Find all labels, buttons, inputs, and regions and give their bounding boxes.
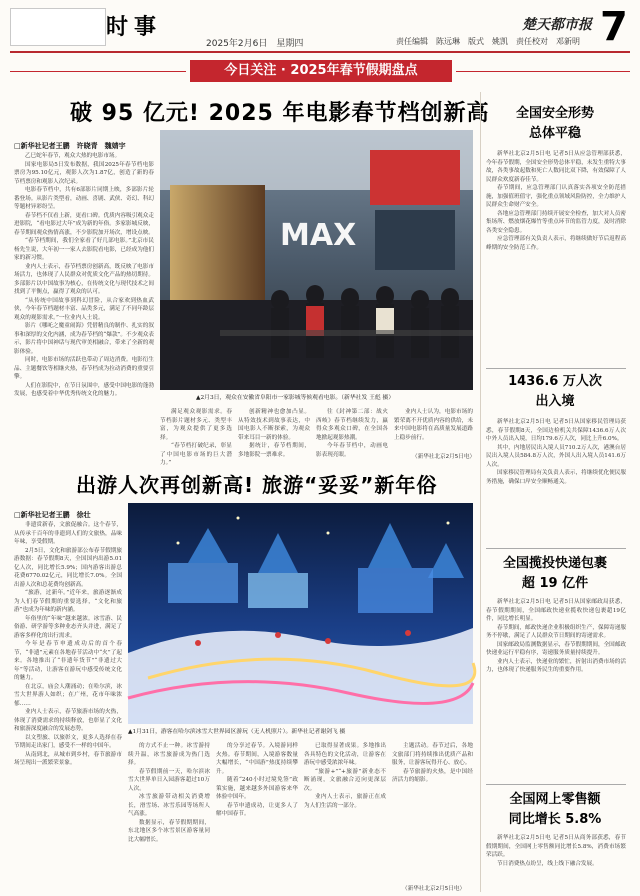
- masthead: [0, 0, 640, 52]
- article2-col1: 非遗赏新春，文旅促融合。这个春节，从传承千百年的非遗到人们的文旅热，品味年味，享受假期。 2月5日，文化和旅游部公布春节假期旅游数据：春节假期8天，全国国内出游5.01亿人次，同比增长5.9%；国内游客出游总花费6770.02亿元，同比增长7.0%。全国出游人次和总花费均创新高。 “旅游，过新年。”近年来，旅游逐渐成为人们春节假期的重要选择，“文化和旅游”也成为年味的新内涵。 年俗里的“年味”越来越浓。冰雪游、民俗游、研学游等多种业态齐头并进，满足了游客多样化的出行需求。 今年是春节申遗成功后的首个春节，“非遗”元素在各地春节活动中“火”了起来。各地推出了“非遗年货节”“非遗过大年”等活动，让游客在游玩中感受传统文化的魅力。 在北京，庙会人潮涌动；在哈尔滨，冰雪大世界游人如织；在广州，花市年味浓郁…… 业内人士表示，春节旅游市场的火热，体现了消费需求的持续释放，也彰显了文化和旅游深度融合的发展态势。 以文塑旅、以旅彰文，更多人选择在春节期间走出家门，感受不一样的中国年。 从南到北，从城市到乡村，春节旅游市场呈现出一派繁荣景象。: [14, 522, 122, 766]
- article2-byline: □新华社记者王鹏 徐壮: [14, 511, 91, 519]
- ice-festival-image: [128, 503, 473, 724]
- article1-col5: 业内人士认为，电影市场的繁荣离不开优质内容的供给，未来中国电影将在高质量发展道路上稳步前行。: [394, 409, 473, 441]
- paper-logo: 楚天都市报: [522, 17, 592, 33]
- article1-col2: 满足观众观影需求。春节档影片题材多元、类型丰富，为观众提供了更多选择。 “春节档打破纪录，彰显了中国电影市场的巨大潜力。”: [160, 409, 232, 466]
- article2-col5: 主题活动。春节过后，各地文旅部门将持续推出优质产品和服务，让游客玩得开心、放心。 春节旅游的火热，是中国经济活力的缩影。: [392, 743, 473, 783]
- editor-credits: 责任编辑 陈远琳 版式 姚凯 责任校对 邓新明: [396, 37, 580, 46]
- section-box: [10, 8, 106, 46]
- right-article-parcels: 新华社北京2月5日电 记者5日从国家邮政局获悉，春节假期期间，全国邮政快递业揽收快递包裹超19亿件，同比增长明显。 春节期间，邮政快递企业积极组织生产，保障寄递服务不停歇，满足了人民群众节日期间的寄递需求。 国家邮政局监测数据显示，春节假期期间，全国邮政快递业运行平稳有序，寄递服务质量持续提升。 业内人士表示，快递业的繁忙，折射出消费市场的活力，也体现了快递服务民生的重要作用。: [486, 599, 626, 673]
- article2-col3: 的分享过春节。入境游同样火热。春节期间，入境游客数量大幅增长，“中国游”热度持续攀升。 随着“240小时过境免签”政策实施，越来越多外国游客来华体验中国年。 春节申遗成功，让更多人了解中国春节。: [216, 743, 298, 817]
- issue-date: 2025年2月6日 星期四: [206, 39, 304, 49]
- topic-banner: 今日关注 · 2025年春节假期盘点: [190, 60, 452, 82]
- article2-col2: 的方式不止一种。冰雪游持续升温，冰雪旅游成为热门选择。 春节假期前一天，哈尔滨冰雪大世界单日入园游客超过10万人次。 冰雪旅游带动相关消费增长，滑雪场、冰雪乐园等场所人气高涨。 数据显示，春节假期期间，东北地区多个冰雪景区游客量同比大幅增长。: [128, 743, 210, 843]
- article2-col4: 已取得显著成果。多地推出各具特色的文化活动，让游客在游玩中感受浓浓年味。 “旅游+”“+旅游”新业态不断涌现，文旅融合迈向更深层次。 业内人士表示，旅游正在成为人们生活的一部分。: [304, 743, 386, 809]
- right-headline-safety: 全国安全形势 总体平稳: [515, 106, 594, 141]
- article1-headline: 破 95 亿元! 2025 年电影春节档创新高: [70, 101, 490, 126]
- article2-headline: 出游人次再创新高! 旅游“妥妥”新年俗: [76, 473, 438, 497]
- banner-line-left: [10, 71, 186, 72]
- article2-photo-caption: ▲1月31日，游客在哈尔滨冰雪大世界园区游玩（无人机照片）。新华社记者谢剑飞 摄: [128, 729, 346, 735]
- article1-col4: 往《封神第二部：战火西岐》春节档继续发力，赢得众多观众口碑，在全国各地掀起观影热潮。 今年春节档中，动画电影表现亮眼。: [316, 409, 388, 458]
- right-article-retail: 新华社北京2月5日电 记者5日从商务部获悉，春节假期期间，全国网上零售额同比增长5.8%，消费市场繁荣活跃。 节日消费热点纷呈，线上线下融合发展。: [486, 835, 626, 867]
- article1-col1: 乙巳蛇年春节，观众大热的电影市场。 国家电影局5日发布数据，我国2025年春节档电影票房为95.10亿元，观影人次为1.87亿，创造了新的春节档票房和观影人次纪录。 电影春节档中，共有6部影片同期上映，多部影片轮番登场。从影片类型看，动画、喜剧、武侠、奇幻、科幻等题材异彩纷呈。 春节档不仅看上新，更看口碑。优质内容吸引观众走进影院，“看电影过大年”成为新的年俗。多家影城反映，春节期间观众热情高涨，不少影院加开场次，增设点映。 “春节档期间，我们全家看了好几部电影。”北京市民杨先生说，大年初一一家人去影院看电影，已经成为他们家的新习惯。 业内人士表示，春节档票房创新高，既反映了电影市场活力，也体现了人民群众对优质文化产品的热切期待。多部影片以中国故事为核心，在传统文化与现代技术之间找到了平衡点，赢得了观众的认可。 “从传统中国故事到科幻冒险，从合家欢到热血武侠，今年春节档题材丰富、品类多元，满足了不同年龄层观众的观影需求。”一位业内人士说。 影片《哪吒之魔童闹海》凭借精良的制作、扎实的叙事和深厚的文化内涵，成为春节档的“爆款”。不少观众表示，影片将中国神话与现代审美相融合，带来了全新的观影体验。 同时，电影市场的活跃也带动了周边消费。电影衍生品、主题餐饮等相继火热，春节档成为拉动消费的重要引擎。 人们在影院中，在节日氛围中，感受中国电影的蓬勃发展，也感受着中华优秀传统文化的魅力。: [14, 153, 154, 397]
- right-article-border: 新华社北京2月5日电 记者5日从国家移民管理局获悉，春节假期8天，全国边检机关共保障1436.6万人次中外人员出入境，日均179.6万人次，同比上升6.0%。 其中，内地居民出入境人员710.2万人次，港澳台居民出入境人员584.8万人次，外国人出入境人员141.6万人次。 国家移民管理局有关负责人表示，将继续优化便民服务措施，确保口岸安全顺畅通关。: [486, 419, 626, 485]
- section-title: 时事: [106, 14, 163, 40]
- article1-col3: 创新精神也愈加凸显。从特效技术到故事表达，中国电影人不断探索，为观众带来耳目一新的体验。 据统计，春节档期间，多地影院一票难求。: [238, 409, 310, 458]
- page-number: 7: [600, 4, 628, 50]
- article1-photo: [160, 130, 473, 390]
- right-separator-1: [486, 368, 626, 369]
- right-separator-2: [486, 548, 626, 549]
- header-rule: [10, 51, 630, 53]
- article2-photo: [128, 503, 473, 724]
- article2-credit: （新华社北京2月5日电）: [402, 886, 466, 892]
- banner-line-right: [456, 71, 630, 72]
- right-article-safety: 新华社北京2月5日电 记者5日从应急管理部获悉，今年春节假期，全国安全形势总体平稳，未发生重特大事故，各类事故起数和死亡人数同比双下降，有效保障了人民群众欢度新春佳节。 春节期间，应急管理部门认真落实各项安全防范措施，加强值班值守，强化重点领域风险防控，全力维护人民群众生命财产安全。 各地应急管理部门持续开展安全检查，加大对人员密集场所、燃放烟花爆竹等重点环节的监管力度，及时消除各类安全隐患。 应急管理部有关负责人表示，将继续做好节后返程高峰期的安全防范工作。: [486, 151, 626, 251]
- right-headline-border: 1436.6 万人次 出入境: [508, 374, 602, 409]
- article1-photo-caption: ▲2月3日，观众在安徽省阜阳市一家影城等候观看电影。（新华社发 王彪 摄）: [196, 395, 395, 401]
- right-headline-parcels: 全国揽投快递包裹 超 19 亿件: [502, 556, 607, 591]
- article1-credit: （新华社北京2月5日电）: [412, 454, 476, 460]
- right-separator-3: [486, 784, 626, 785]
- article1-byline: □新华社记者王鹏 许晓青 魏婧宇: [14, 142, 126, 150]
- right-headline-retail: 全国网上零售额 同比增长 5.8%: [508, 792, 602, 827]
- svg-text:MAX: MAX: [280, 218, 357, 253]
- cinema-lobby-image: [160, 130, 473, 390]
